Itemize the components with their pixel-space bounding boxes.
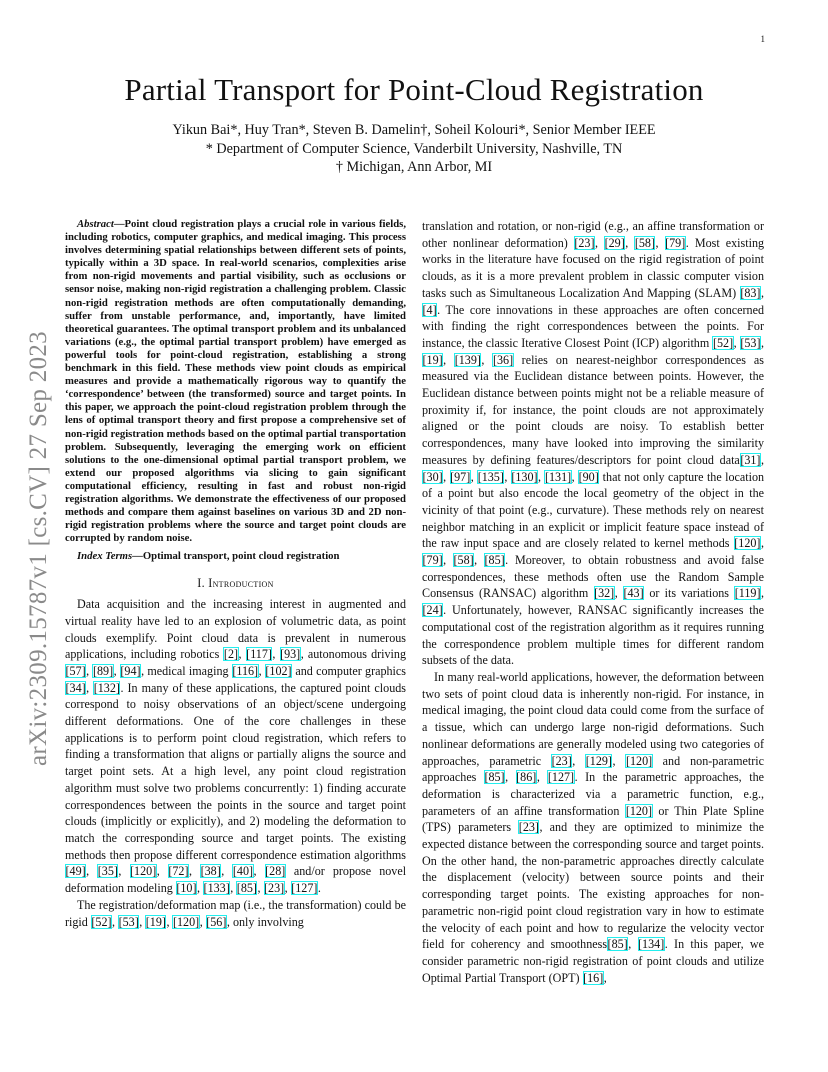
citation-link[interactable]: [133] (203, 881, 230, 896)
citation-link[interactable]: [58] (634, 235, 655, 250)
citation-link[interactable]: [10] (176, 881, 197, 896)
citation-link[interactable]: [85] (607, 937, 628, 952)
citation-link[interactable]: [28] (265, 864, 286, 879)
citation-link[interactable]: [56] (206, 914, 227, 929)
index-terms-label: Index Terms (77, 550, 133, 563)
citation-link[interactable]: [129] (585, 753, 612, 768)
section-number: I. (197, 576, 209, 591)
citation-link[interactable]: [24] (422, 603, 443, 618)
section-title: Introduction (208, 576, 274, 591)
abstract (65, 218, 406, 545)
citation-link[interactable]: [117] (246, 647, 272, 662)
paper-title: Partial Transport for Point-Cloud Registration (124, 72, 704, 107)
citation-link[interactable]: [85] (484, 553, 505, 568)
citation-link[interactable]: [58] (453, 553, 474, 568)
citation-link[interactable]: [23] (551, 753, 572, 768)
abstract-label: Abstract (77, 218, 114, 230)
citation-link[interactable]: [72] (168, 864, 189, 879)
citation-link[interactable]: [86] (516, 770, 537, 785)
citation-link[interactable]: [85] (484, 770, 505, 785)
citation-link[interactable]: [35] (97, 864, 118, 879)
citation-link[interactable]: [116] (232, 663, 259, 678)
citation-link[interactable]: [23] (518, 820, 539, 835)
citation-link[interactable]: [131] (544, 469, 572, 484)
citation-link[interactable]: [132] (93, 680, 120, 695)
citation-link[interactable]: [79] (422, 553, 443, 568)
body-paragraph: In many real-world applications, however, the deformation between two sets of point cloud data is inherently non-rigid. For instance, in medical imaging, the point cloud data could come from the surface of a tissue, which can undergo large non-rigid deformations. Such nonlinear deformations are generally modeled using two categories of approaches, parametric [23], [129], [120] and non-parametric approaches [85], [86], [127]. In the parametric approaches, the deformation is characterized via a parametric function, e.g., parameters of an affine transformation [120] or Thin Plate Spline (TPS) parameters [23], and they are optimized to minimize the expected distance between the corresponding source and target points. On the other hand, the non-parametric approaches directly calculate the displacement (velocity) between source points and their corresponding target points. The existing approaches for non-parametric non-rigid point cloud registration vary in how to estimate the velocity of each point and how to regularize the velocity vector field for coherency and smoothness[85], [134]. In this paper, we consider parametric non-rigid registration of point clouds and utilize Optimal Partial Transport (OPT) [16], (422, 669, 765, 985)
citation-link[interactable]: [19] (145, 914, 166, 929)
citation-link[interactable]: [94] (120, 663, 141, 678)
citation-link[interactable]: [16] (583, 970, 604, 985)
citation-link[interactable]: [127] (547, 770, 575, 785)
citation-link[interactable]: [29] (604, 235, 625, 250)
index-terms-text: —Optimal transport, point cloud registration (132, 550, 340, 563)
author-block (0, 121, 828, 177)
left-body (65, 596, 406, 930)
citation-link[interactable]: [32] (594, 586, 615, 601)
citation-link[interactable]: [23] (574, 235, 595, 250)
citation-link[interactable]: [134] (638, 937, 665, 952)
citation-link[interactable]: [97] (450, 469, 471, 484)
right-column (422, 218, 764, 986)
citation-link[interactable]: [23] (264, 881, 285, 896)
citation-link[interactable]: [90] (578, 469, 599, 484)
citation-link[interactable]: [83] (740, 285, 761, 300)
index-terms (65, 550, 406, 563)
citation-link[interactable]: [53] (740, 335, 761, 350)
citation-link[interactable]: [52] (91, 914, 112, 929)
body-paragraph: Data acquisition and the increasing interest in augmented and virtual reality have led to an explosion of volumetric data, as point clouds exemplify. Point cloud data is prevalent in numerous applications, including robotics [2], [117], [93], autonomous driving [57], [89], [94], medical imaging [116], [102] and computer graphics [34], [132]. In many of these applications, the captured point clouds correspond to noisy observations of an object/scene undergoing different deformations. One of the core challenges in these applications is to perform point cloud registration, which refers to finding a transformation that aligns or partially aligns the source and target point sets. At a high level, any point cloud registration algorithm must solve two problems concurrently: 1) finding accurate correspondences between the points in the source and target point clouds (implicitly or explicitly), and 2) modeling the deformation to match the corresponding source and target points. The existing methods then propose different correspondence estimation algorithms [49], [35], [120], [72], [38], [40], [28] and/or propose novel deformation modeling [10], [133], [85], [23], [127]. (65, 597, 407, 896)
right-body (422, 218, 764, 986)
citation-link[interactable]: [38] (200, 864, 221, 879)
abstract-text: —Point cloud registration plays a crucial role in various fields, including robotics, computer graphics, and medical imaging. This process involves determining spatial relationships between different sets of points, typically within a 3D space. In real-world scenarios, complexities arise from non-rigid movements and partial visibility, such as occlusions or sensor noise, making non-rigid registration a challenging problem. Classic non-rigid registration methods are often computationally demanding, suffer from unstable performance, and, importantly, have limited theoretical guarantees. The optimal transport problem and its unbalanced variations (e.g., the optimal partial transport problem) have emerged as powerful tools for point-cloud registration, establishing a strong benchmark in this field. These methods view point clouds as empirical measures and provide a mathematically rigorous way to quantify the ‘correspondence’ between (the transformed) source and target points. In this paper, we approach the point-cloud registration problem through the lens of optimal transport theory and first propose a comprehensive set of non-rigid registration methods based on the optimal partial transportation problem. Subsequently, leveraging the emerging work on efficient solutions to the one-dimensional optimal partial transport problem, we extend our proposed algorithms via slicing to gain significant computational efficiency, resulting in fast and robust non-rigid registration algorithms. We demonstrate the effectiveness of our proposed methods and compare them against baselines on various 3D and 2D non-rigid registration problems where the source and target point clouds are corrupted by random noise. (65, 218, 406, 545)
page-number: 1 (760, 34, 765, 44)
body-paragraph: The registration/deformation map (i.e., the transformation) could be rigid [52], [53], [19], [120], [56], only involving (65, 897, 406, 929)
citation-link[interactable]: [120] (625, 753, 653, 768)
citation-link[interactable]: [93] (280, 647, 301, 662)
citation-link[interactable]: [102] (265, 663, 292, 678)
citation-link[interactable]: [31] (740, 452, 761, 467)
citation-link[interactable]: [52] (712, 335, 734, 350)
citation-link[interactable]: [120] (130, 864, 157, 879)
citation-link[interactable]: [85] (236, 881, 257, 896)
citation-link[interactable]: [139] (454, 352, 481, 367)
citation-link[interactable]: [40] (232, 864, 254, 879)
section-heading (65, 575, 406, 592)
citation-link[interactable]: [36] (492, 352, 514, 367)
citation-link[interactable]: [19] (422, 352, 443, 367)
affiliation-1: * Department of Computer Science, Vanderbilt University, Nashville, TN (205, 140, 623, 157)
citation-link[interactable]: [53] (118, 914, 139, 929)
citation-link[interactable]: [120] (172, 914, 200, 929)
affiliation-2: † Michigan, Ann Arbor, MI (335, 159, 493, 175)
citation-link[interactable]: [120] (625, 803, 653, 818)
citation-link[interactable]: [57] (65, 663, 86, 678)
citation-link[interactable]: [49] (65, 864, 86, 879)
citation-link[interactable]: [79] (665, 235, 686, 250)
authors-line: Yikun Bai*, Huy Tran*, Steven B. Damelin†, Soheil Kolouri*, Senior Member IEEE (172, 122, 656, 138)
citation-link[interactable]: [127] (291, 881, 318, 896)
citation-link[interactable]: [34] (65, 680, 86, 695)
citation-link[interactable]: [135] (477, 469, 504, 484)
citation-link[interactable]: [43] (623, 586, 644, 601)
arxiv-stamp: arXiv:2309.15787v1 [cs.CV] 27 Sep 2023 (25, 331, 52, 766)
left-column (65, 218, 406, 930)
body-paragraph: translation and rotation, or non-rigid (e.g., an affine transformation or other nonlinear deformation) [23], [29], [58], [79]. Most existing works in the literature have focused on the rigid registration of point clouds, as it is a more prevalent problem in classic computer vision tasks such as Simultaneous Localization And Mapping (SLAM) [83], [4]. The core innovations in these approaches are often concerned with finding the right correspondences between the points. For instance, the classic Iterative Closest Point (ICP) algorithm [52], [53], [19], [139], [36] relies on nearest-neighbor correspondences as measured via the Euclidean distance between points. However, the Euclidean distance between points might not be a reliable measure of proximity if, for instance, the point clouds are not approximately aligned or the point clouds are noisy. To establish better correspondences, many have looked into improving the similarity measures by defining features/descriptors for point cloud data[31], [30], [97], [135], [130], [131], [90] that not only capture the location of a point but also encode the local geometry of the object in the vicinity of that point (e.g., curvature). These methods rely on nearest neighbor matching in an explicit or implicit feature space instead of the raw input space and are closely related to kernel methods [120], [79], [58], [85]. Moreover, to obtain robustness and avoid false correspondences, these methods often use the Random Sample Consensus (RANSAC) algorithm [32], [43] or its variations [119], [24]. Unfortunately, however, RANSAC significantly increases the computational cost of the registration algorithm as it requires running the correspondence problem multiple times for different random subsets of the data. (422, 219, 765, 668)
citation-link[interactable]: [89] (92, 663, 114, 678)
citation-link[interactable]: [4] (422, 302, 437, 317)
citation-link[interactable]: [2] (223, 647, 239, 662)
citation-link[interactable]: [30] (422, 469, 443, 484)
citation-link[interactable]: [119] (734, 586, 761, 601)
citation-link[interactable]: [130] (511, 469, 538, 484)
citation-link[interactable]: [120] (734, 536, 761, 551)
